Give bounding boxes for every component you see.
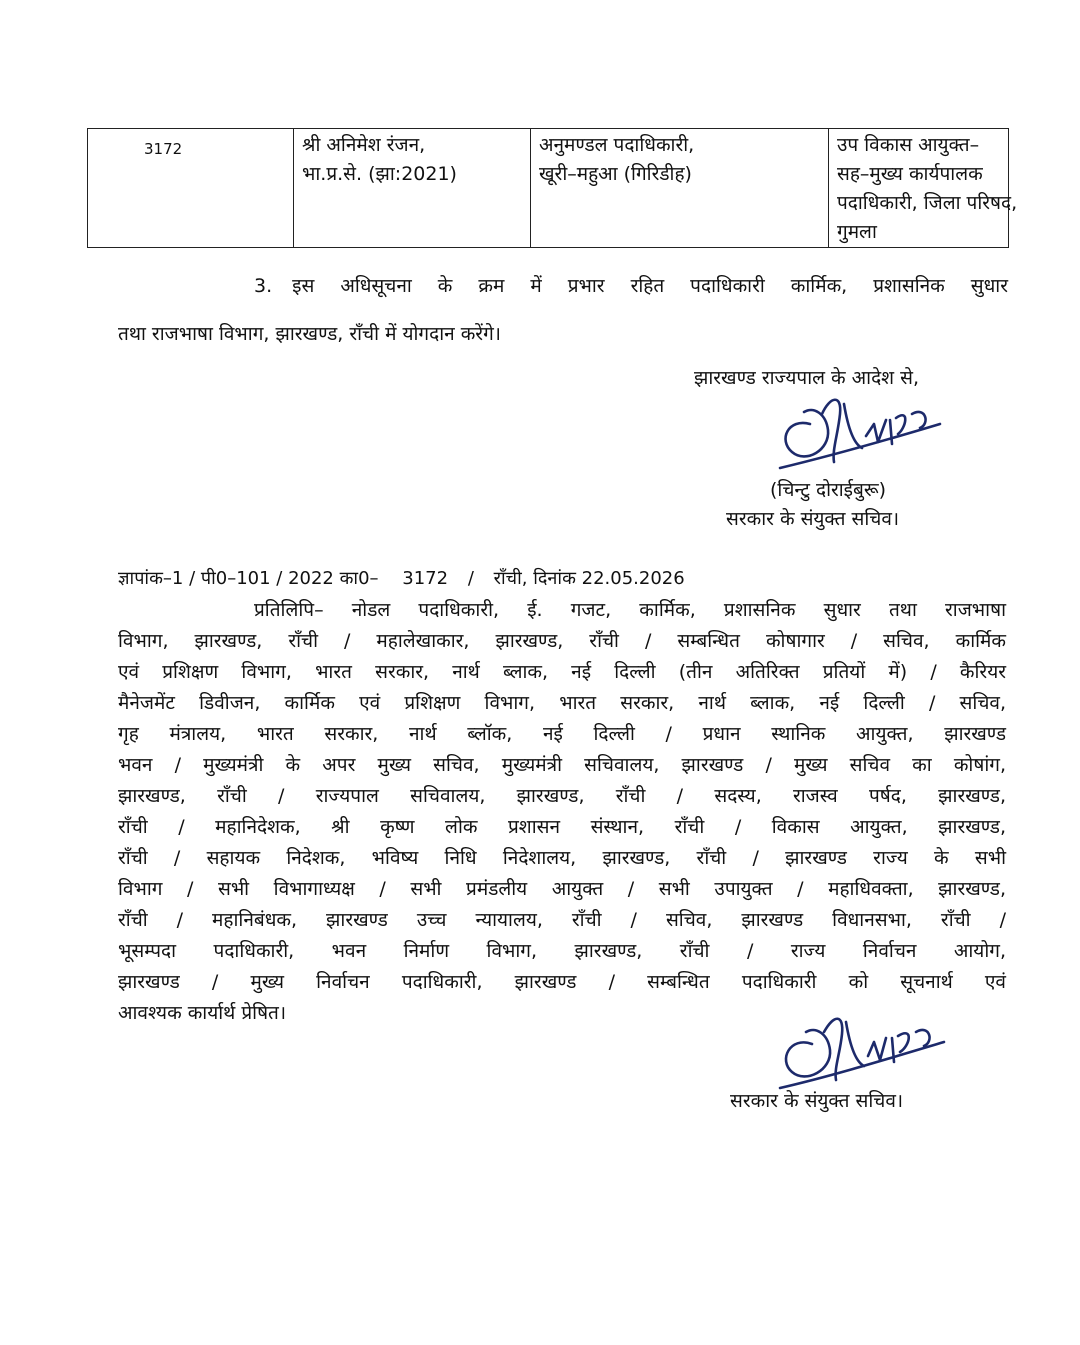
copy-line: भूसम्पदा पदाधिकारी, भवन निर्माण विभाग, झारखण्ड, राँची / राज्य निर्वाचन आयोग, (118, 940, 1006, 962)
paragraph-number: 3. (254, 275, 273, 297)
copy-line: राँची / महानिबंधक, झारखण्ड उच्च न्यायालय, राँची / सचिव, झारखण्ड विधानसभा, राँची / (118, 909, 1006, 931)
signature-image (770, 384, 950, 472)
memo-number: 3172 (402, 568, 449, 589)
memo-prefix: ज्ञापांक–1 / पी0–101 / 2022 का0– (118, 568, 379, 589)
closing-signatory-title: सरकार के संयुक्त सचिव। (730, 1090, 904, 1112)
posting-table (87, 128, 1018, 248)
officer-name-cell (294, 129, 531, 248)
new-post-line: उप विकास आयुक्त– (837, 134, 980, 156)
copy-line: विभाग, झारखण्ड, राँची / महालेखाकार, झारखण्ड, राँची / सम्बन्धित कोषागार / सचिव, कार्मिक (118, 630, 1006, 652)
memo-place-date: राँची, दिनांक 22.05.2026 (493, 568, 685, 589)
copy-line: आवश्यक कार्यार्थ प्रेषित। (118, 1002, 287, 1024)
signatory-name: (चिन्टु दोराईबुरू) (770, 479, 887, 501)
serial-number: 3172 (144, 140, 183, 158)
paragraph-3-line: तथा राजभाषा विभाग, झारखण्ड, राँची में योगदान करेंगे। (118, 323, 501, 345)
copy-line: विभाग / सभी विभागाध्यक्ष / सभी प्रमंडलीय आयुक्त / सभी उपायुक्त / महाधिवक्ता, झारखण्ड, (118, 878, 1006, 900)
officer-name: श्री अनिमेश रंजन, (302, 134, 426, 156)
copy-line: एवं प्रशिक्षण विभाग, भारत सरकार, नार्थ ब्लाक, नई दिल्ली (तीन अतिरिक्त प्रतियों में) / कैरियर (118, 661, 1006, 683)
current-post-line: खूरी–महुआ (गिरिडीह) (539, 163, 692, 185)
paragraph-3 (118, 262, 1008, 358)
new-post-line: गुमला (837, 221, 877, 243)
copy-line: राँची / सहायक निदेशक, भविष्य निधि निदेशालय, झारखण्ड, राँची / झारखण्ड राज्य के सभी (118, 847, 1006, 869)
new-post-line: पदाधिकारी, जिला परिषद, (837, 192, 1018, 214)
new-post-cell (829, 129, 1018, 248)
copy-line: भवन / मुख्यमंत्री के अपर मुख्य सचिव, मुख्यमंत्री सचिवालय, झारखण्ड / मुख्य सचिव का कोषांग, (118, 754, 1006, 776)
copy-line: प्रतिलिपि– नोडल पदाधिकारी, ई. गजट, कार्मिक, प्रशासनिक सुधार तथा राजभाषा (254, 599, 1006, 621)
copy-line: गृह मंत्रालय, भारत सरकार, नार्थ ब्लॉक, नई दिल्ली / प्रधान स्थानिक आयुक्त, झारखण्ड (118, 723, 1006, 745)
copy-line: राँची / महानिदेशक, श्री कृष्ण लोक प्रशासन संस्थान, राँची / विकास आयुक्त, झारखण्ड, (118, 816, 1006, 838)
copy-line: झारखण्ड, राँची / राज्यपाल सचिवालय, झारखण्ड, राँची / सदस्य, राजस्व पर्षद, झारखण्ड, (118, 785, 1006, 807)
new-post-line: सह–मुख्य कार्यपालक (837, 163, 983, 185)
table-row (88, 129, 1009, 248)
governor-order-line: झारखण्ड राज्यपाल के आदेश से, (694, 367, 920, 389)
copy-forwarded-block (118, 595, 1006, 1029)
current-post-line: अनुमण्डल पदाधिकारी, (539, 134, 695, 156)
officer-service: भा.प्र.से. (झा:2021) (302, 163, 457, 185)
copy-line: मैनेजमेंट डिवीजन, कार्मिक एवं प्रशिक्षण विभाग, भारत सरकार, नार्थ ब्लाक, नई दिल्ली / सचिव, (118, 692, 1006, 714)
memo-separator: / (467, 568, 474, 589)
signature-image (772, 1004, 954, 1090)
paragraph-3-line (118, 262, 1008, 310)
current-post-cell (531, 129, 829, 248)
signatory-title: सरकार के संयुक्त सचिव। (726, 508, 900, 530)
copy-line: झारखण्ड / मुख्य निर्वाचन पदाधिकारी, झारखण्ड / सम्बन्धित पदाधिकारी को सूचनार्थ एवं (118, 971, 1006, 993)
serial-number-cell (88, 129, 294, 248)
memo-number-line (118, 566, 685, 590)
paragraph-3-text: इस अधिसूचना के क्रम में प्रभार रहित पदाधिकारी कार्मिक, प्रशासनिक सुधार (292, 275, 1008, 297)
